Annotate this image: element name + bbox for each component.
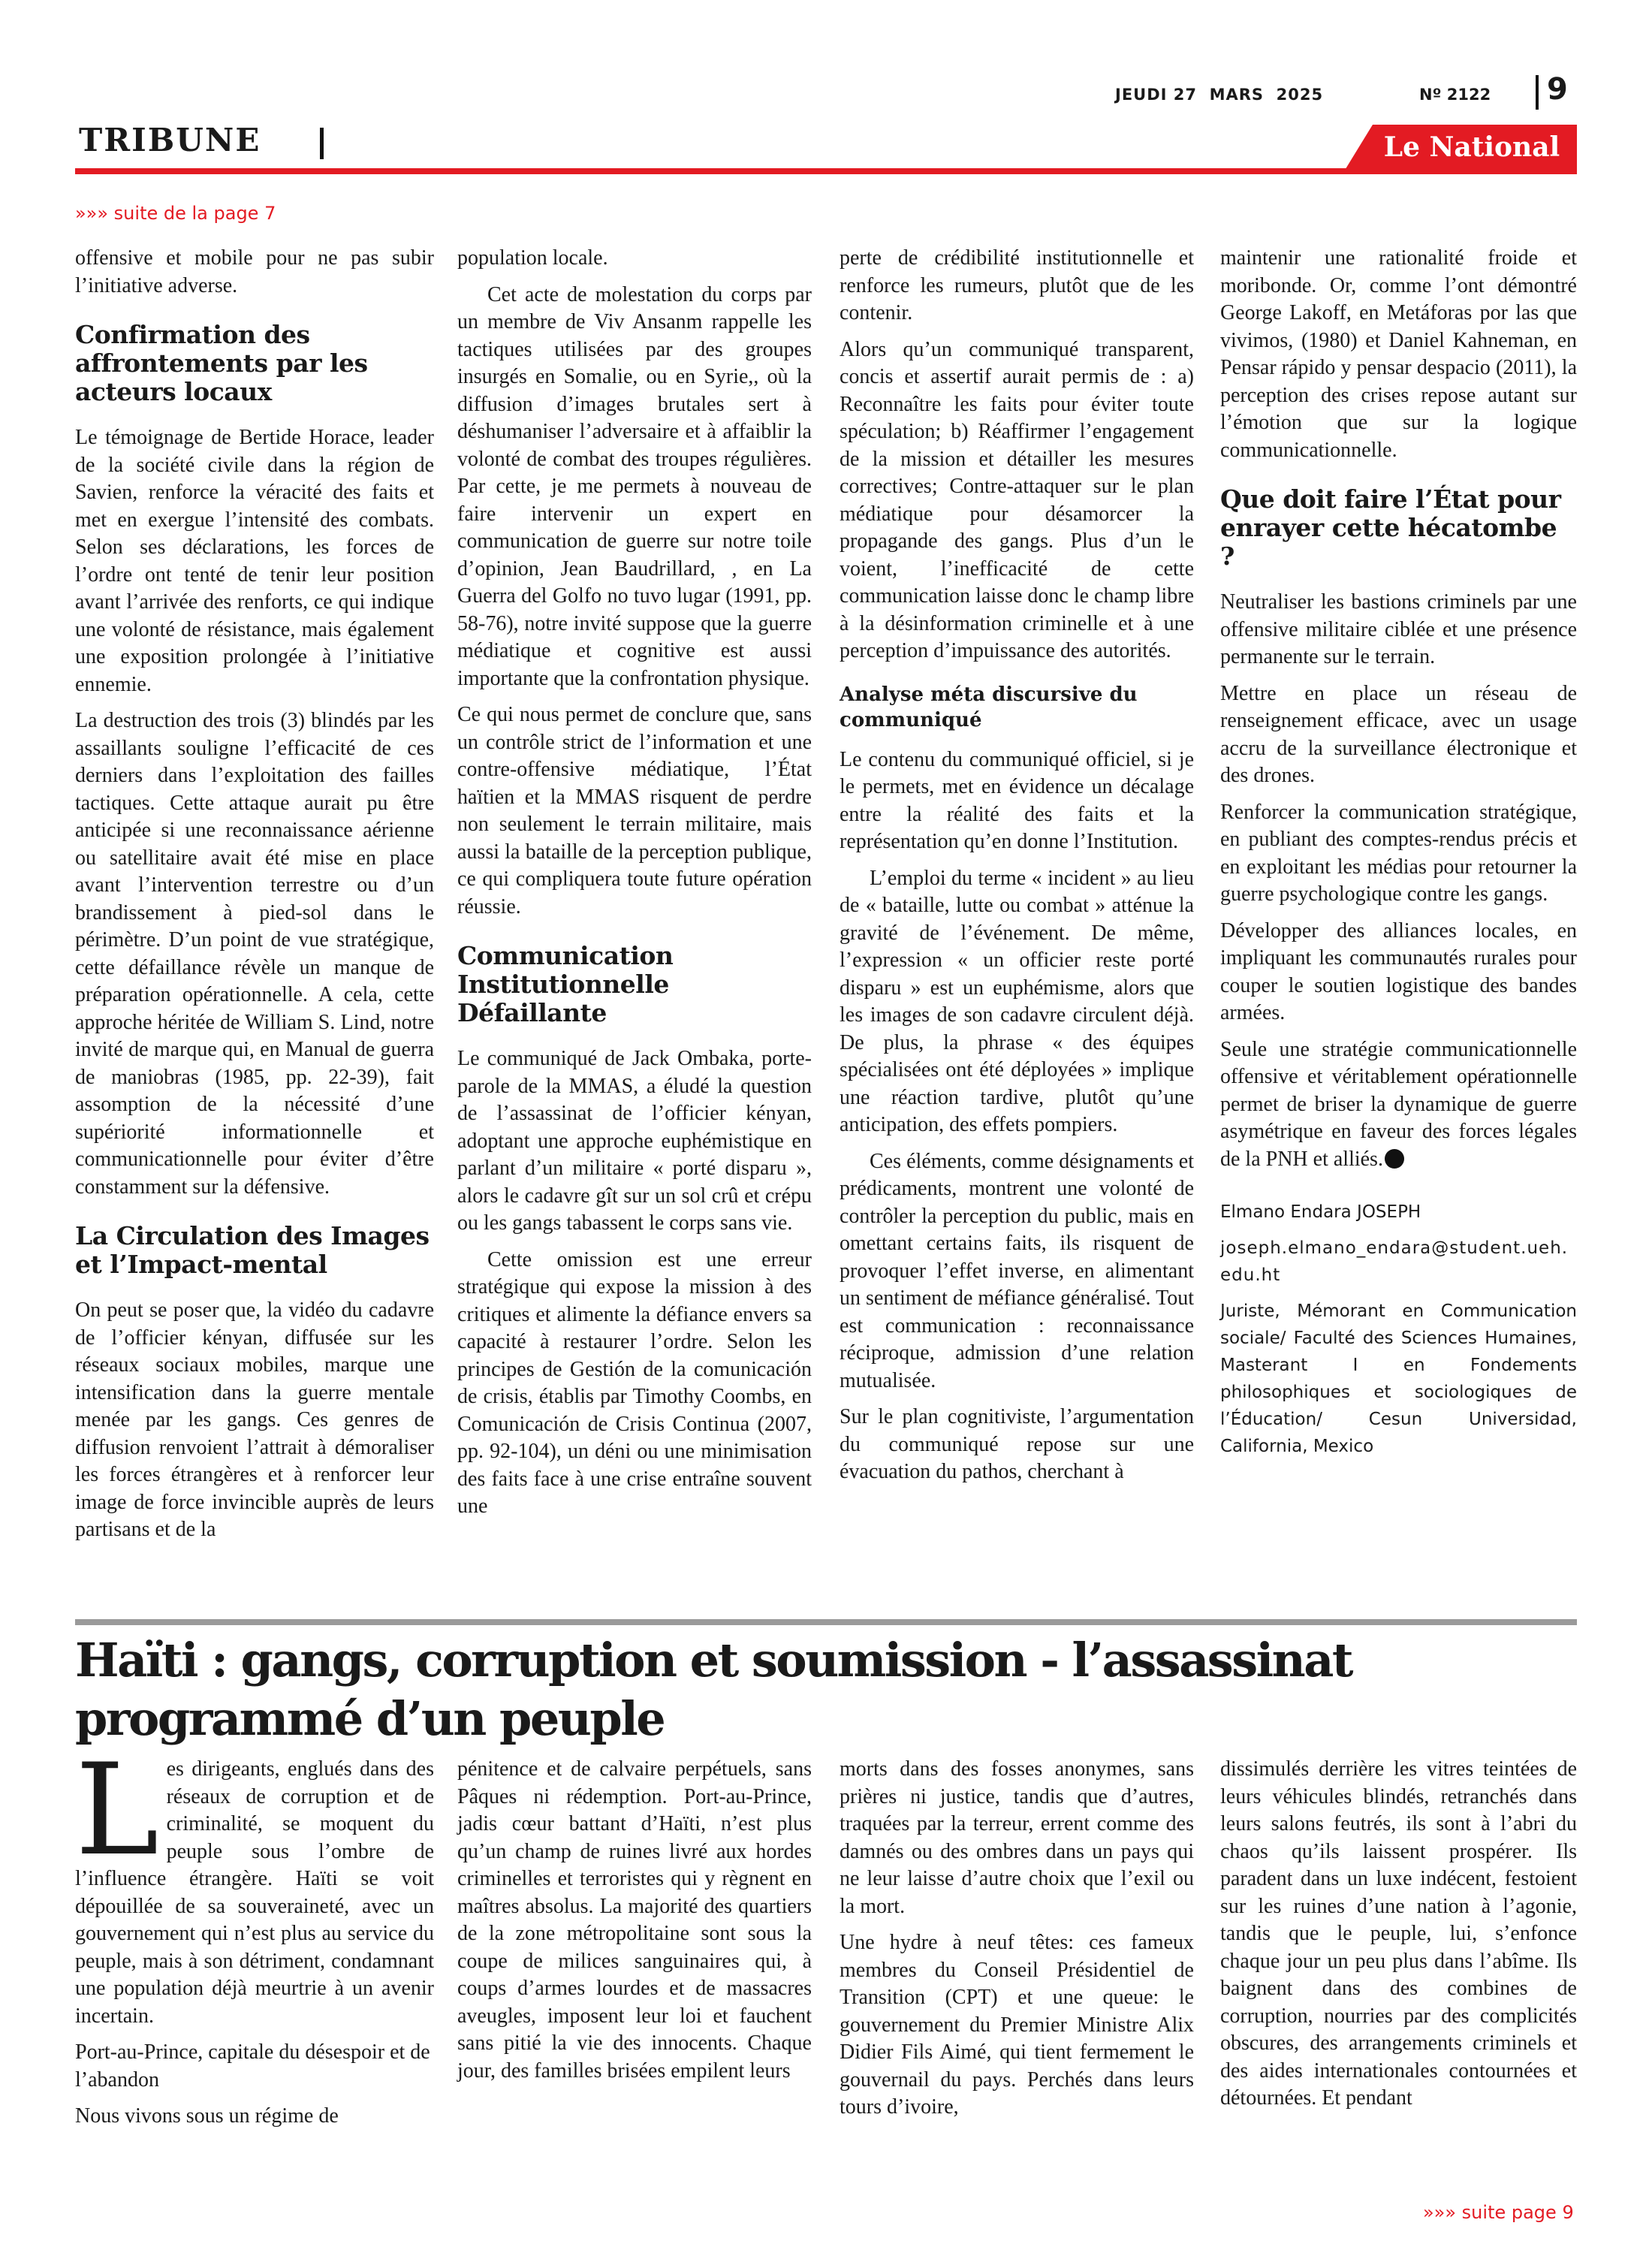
subheading: Analyse méta discursive du communiqué (840, 683, 1138, 731)
paragraph: population locale. (457, 246, 608, 270)
closing-paragraph-text: Seule une stratégie communicationnelle offensive et véritablement opérationnelle permet de briser la dynamique de guerre asymétrique en faveur des forces légales de la PNH et alliés. (1220, 1037, 1577, 1171)
paragraph: Le communiqué de Jack Ombaka, porte-parole de la MMAS, a éludé la question de l’assassinat de l’officier kényan, adoptant une approche euphémistique en parlant d’un militaire « porté disparu », alors le cadavre gît sur un sol crû et crépu ou les gangs tabassent le corps sans vie. (457, 1047, 812, 1235)
paragraph: Le témoignage de Bertide Horace, leader de la société civile dans la région de Savien, renforce la véracité des faits et met en exergue l’intensité des combats. Selon ses déclarations, les forces de l’ordre ont tenté de tenir leur position avant l’arrivée des renforts, ce qui indique une volonté de résistance, mais également une exposition prolongée à l’initiative ennemie. (75, 426, 434, 696)
article1-column-1 (75, 245, 434, 1553)
continued-to-link[interactable]: »»» suite page 9 (1423, 2202, 1574, 2223)
author-email[interactable]: joseph.elmano_endara@student.ueh.edu.ht (1220, 1238, 1569, 1285)
author-name: Elmano Endara JOSEPH (1220, 1202, 1421, 1222)
paragraph: On peut se poser que, la vidéo du cadavre de l’officier kényan, diffusée sur les réseaux sociaux mobiles, marque une intensification dans la guerre mentale menée par les gangs. Ces genres de diffusion renvoient l’attrait à démoraliser les forces étrangères et à renforcer leur image de force invincible auprès de leurs partisans et de la (75, 1298, 434, 1541)
paragraph: Sur le plan cognitiviste, l’argumentation du communiqué repose sur une évacuation du pathos, cherchant à (840, 1405, 1194, 1483)
paragraph: Port-au-Prince, capitale du désespoir et de l’abandon (75, 2040, 430, 2092)
paragraph: L’emploi du terme « incident » au lieu de « bataille, lutte ou combat » atténue la gravité de l’événement. De même, l’expression « un officier reste porté disparu » est un euphémisme, alors que les images de son cadavre circulent déjà. De plus, la phrase « des équipes spécialisées ont été déployées » implique une réaction tardive, plutôt qu’une anticipation, des effets pompiers. (840, 866, 1194, 1136)
paragraph: dissimulés derrière les vitres teintées de leurs véhicules blindés, retranchés dans leurs salons feutrés, ils sont à l’abri du chaos qu’ils laissent prospérer. Ils paradent dans un luxe indécent, festoient sur les ruines d’une nation à l’agonie, tandis que le peuple, lui, s’enfonce chaque jour un peu plus dans l’abîme. Ils baignent dans des combines de corruption, nourries par des complicités obscures, des arrangements criminels et des aides internationales contournées et détournées. Et pendant (1220, 1757, 1577, 2110)
issue-number: Nº 2122 (1419, 86, 1491, 104)
article2-column-2 (457, 1756, 812, 2094)
paragraph: perte de crédibilité institutionnelle et renforce les rumeurs, plutôt que de les contenir. (840, 246, 1194, 324)
drop-cap: L (75, 1736, 159, 1884)
paragraph: Ce qui nous permet de conclure que, sans un contrôle strict de l’information et une contre-offensive médiatique, l’État haïtien et la MMAS risquent de perdre non seulement le terrain militaire, mais aussi la bataille de la perception publique, ce qui compliquera toute future opération réussie. (457, 703, 812, 918)
section-divider (320, 128, 324, 159)
paragraph: Neutraliser les bastions criminels par une offensive militaire ciblée et une présence permanente sur le terrain. (1220, 590, 1577, 668)
subheading: Que doit faire l’État pour enrayer cette hécatombe ? (1220, 484, 1561, 571)
section-title: TRIBUNE (79, 122, 261, 158)
article2-column-1 (75, 1736, 434, 2140)
paragraph: Mettre en place un réseau de renseignement efficace, avec un usage accru de la surveillance électronique et des drones. (1220, 681, 1577, 787)
subheading: Confirmation des affrontements par les acteurs locaux (75, 320, 368, 406)
article1-column-3 (840, 245, 1194, 1495)
article-divider (75, 1619, 1577, 1625)
paragraph: Développer des alliances locales, en impliquant les communautés rurales pour couper le soutien logistique des bandes armées. (1220, 918, 1577, 1024)
subheading: Communication Institutionnelle Défaillante (457, 941, 674, 1027)
paragraph (1220, 1036, 1577, 1174)
article1-column-4 (1220, 245, 1577, 1469)
article2-column-4 (1220, 1756, 1577, 2122)
paragraph: morts dans des fosses anonymes, sans prières ni justice, tandis que d’autres, traquées par la terreur, errent comme des damnés ou des ombres dans un pays qui ne leur laisse d’autre choix que l’exil ou la mort. (840, 1757, 1194, 1918)
paragraph: Une hydre à neuf têtes: ces fameux membres du Conseil Présidentiel de Transition (CPT) et une queue: le gouvernement du Premier Ministre Alix Didier Fils Aimé, qui tient fermement le gouvernail du pays. Perchés dans leurs tours d’ivoire, (840, 1931, 1194, 2119)
lead-paragraph (75, 1736, 434, 2030)
end-of-article-icon (1385, 1149, 1404, 1169)
paragraph: Le contenu du communiqué officiel, si je le permets, met en évidence un décalage entre la réalité des faits et la représentation qu’en donne l’Institution. (840, 747, 1194, 853)
brand-name: Le National (1383, 131, 1560, 163)
article1-column-2 (457, 245, 812, 1530)
issue-date: JEUDI 27 MARS 2025 (1115, 86, 1324, 104)
lead-text: es dirigeants, englués dans des réseaux de corruption et de criminalité, se moquent du peuple sous l’ombre de l’influence étrangère. Haïti se voit dépouillée de sa souveraineté, avec un gouvernement qui n’est plus au service du peuple, mais à son détriment, condamnant une population déjà meurtrie à un avenir incertain. (75, 1757, 434, 2028)
paragraph: Nous vivons sous un régime de (75, 2104, 339, 2128)
page-number: 9 (1547, 72, 1568, 107)
author-bio: Juriste, Mémorant en Communication sociale/ Faculté des Sciences Humaines, Masterant I en Fondements philosophiques et sociologiques de l’Éducation/ Cesun Universidad, California, Mexico (1220, 1301, 1577, 1456)
paragraph: La destruction des trois (3) blindés par les assaillants souligne l’efficacité de ces derniers dans l’exploitation des failles tactiques. Cette attaque aurait pu être anticipée si une reconnaissance aérienne ou satellitaire avait été mise en place avant l’intervention terrestre ou d’un brandissement à pied-sol dans le périmètre. D’un point de vue stratégique, cette défaillance révèle un manque de préparation opérationnelle. A cela, cette approche héritée de William S. Lind, notre invité de marque qui, en Manual de guerra de maniobras (1985, pp. 22-39), fait assomption de la nécessité d’une supériorité informationnelle et communicationnelle pour éviter d’être constamment sur la défensive. (75, 709, 434, 1199)
subheading: La Circulation des Images et l’Impact-mental (75, 1221, 430, 1279)
paragraph: offensive et mobile pour ne pas subir l’initiative adverse. (75, 246, 434, 297)
page-number-divider (1536, 75, 1539, 110)
paragraph: pénitence et de calvaire perpétuels, sans Pâques ni rédemption. Port-au-Prince, jadis cœur battant d’Haïti, n’est plus qu’un champ de ruines livré aux hordes criminelles et terroristes qui y règnent en maîtres absolus. La majorité des quartiers de la zone métropolitaine sont sous la coupe de milices sanguinaires qui, à coups d’armes lourdes et de massacres aveugles, imposent leur loi et fauchent sans pitié la vie des innocents. Chaque jour, des familles brisées empilent leurs (457, 1757, 812, 2083)
paragraph: maintenir une rationalité froide et moribonde. Or, comme l’ont démontré George Lakoff, en Metáforas por las que vivimos, (1980) et Daniel Kahneman, en Pensar rápido y pensar despacio (2011), la perception des crises repose autant sur l’émotion que sur la logique communicationnelle. (1220, 246, 1577, 462)
article2-column-3 (840, 1756, 1194, 2131)
continued-from-link[interactable]: »»» suite de la page 7 (75, 203, 276, 224)
paragraph: Alors qu’un communiqué transparent, concis et assertif aurait permis de : a) Reconnaître les faits pour éviter toute spéculation; b) Réaffirmer l’engagement de la mission et détailler les mesures correctives; Contre-attaquer sur le plan médiatique pour désamorcer la propagande des gangs. Plus d’un le voient, l’inefficacité de cette communication laisse donc le champ libre à la désinformation criminelle et à une perception d’impuissance des autorités. (840, 337, 1194, 662)
paragraph: Cet acte de molestation du corps par un membre de Viv Ansanm rappelle les tactiques utilisées par des groupes insurgés en Somalie, ou en Syrie,, où la diffusion d’images brutales sert à déshumaniser l’adversaire et à affaiblir la volonté de combat des troupes régulières. Par cette, je me permets à nouveau de faire intervenir un expert en communication de guerre sur notre toile d’opinion, Jean Baudrillard, , en La Guerra del Golfo no tuvo lugar (1991, pp. 58-76), notre invité suppose que la guerre médiatique et cognitive est aussi importante que la confrontation physique. (457, 282, 812, 690)
article2-headline: Haïti : gangs, corruption et soumission - l’assassinat programmé d’un peuple (75, 1633, 1352, 1746)
paragraph: Ces éléments, comme désignaments et prédicaments, montrent une volonté de contrôler la perception du public, mais en omettant certains faits, ils risquent de provoquer l’effet inverse, en alimentant un sentiment de méfiance généralisé. Tout est communication : reconnaissance réciproque, admission d’une relation mutualisée. (840, 1149, 1194, 1392)
paragraph: Renforcer la communication stratégique, en publiant des comptes-rendus précis et en exploitant les médias pour retourner la guerre psychologique contre les gangs. (1220, 800, 1577, 906)
paragraph: Cette omission est une erreur stratégique qui expose la mission à des critiques et alimente la défiance envers sa capacité à restaurer l’ordre. Selon les principes de Gestión de la comunicación de crisis, établis par Timothy Coombs, en Comunicación de Crisis Continua (2007, pp. 92-104), un déni ou une minimisation des faits face à une crise entraîne souvent une (457, 1247, 812, 1518)
